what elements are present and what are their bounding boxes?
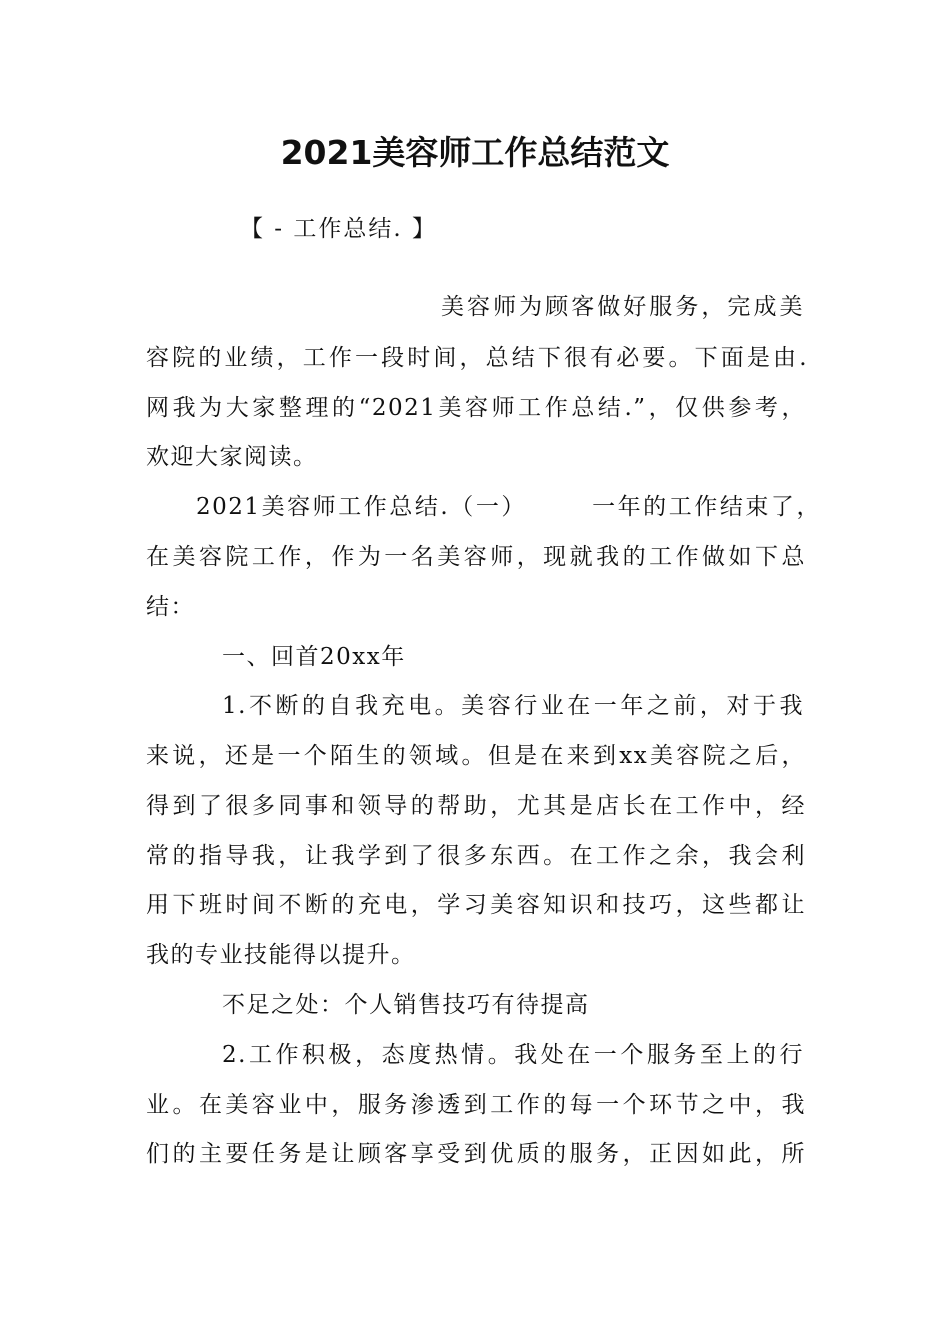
- text-line: 美容师为顾客做好服务，完成美: [441, 294, 804, 320]
- text-line: 得到了很多同事和领导的帮助，尤其是店长在工作中，经: [146, 793, 806, 819]
- subheading-line: 一、回首20xx年: [222, 644, 406, 670]
- text-line: 1.不断的自我充电。美容行业在一年之前，对于我: [222, 693, 804, 719]
- tag-line: 【 - 工作总结. 】: [240, 216, 438, 242]
- document-title: 2021美容师工作总结范文: [280, 133, 670, 172]
- text-line: 欢迎大家阅读。: [146, 444, 318, 470]
- text-line: 网我为大家整理的“2021美容师工作总结.”，仅供参考，: [146, 395, 806, 421]
- text-line: 容院的业绩，工作一段时间，总结下很有必要。下面是由.: [146, 345, 808, 371]
- section-heading-line: 2021美容师工作总结.（一） 一年的工作结束了，: [196, 494, 821, 520]
- text-line: 常的指导我，让我学到了很多东西。在工作之余，我会利: [146, 843, 806, 869]
- text-line: 我的专业技能得以提升。: [146, 942, 416, 968]
- text-line: 结：: [146, 594, 195, 620]
- text-line: 们的主要任务是让顾客享受到优质的服务，正因如此，所: [146, 1141, 806, 1167]
- text-line: 用下班时间不断的充电，学习美容知识和技巧，这些都让: [146, 892, 806, 918]
- text-line: 2.工作积极，态度热情。我处在一个服务至上的行: [222, 1042, 804, 1068]
- text-line: 在美容院工作，作为一名美容师，现就我的工作做如下总: [146, 544, 806, 570]
- text-line: 不足之处：个人销售技巧有待提高: [222, 992, 590, 1018]
- text-line: 业。在美容业中，服务渗透到工作的每一个环节之中，我: [146, 1092, 806, 1118]
- text-line: 来说，还是一个陌生的领域。但是在来到xx美容院之后，: [146, 743, 806, 769]
